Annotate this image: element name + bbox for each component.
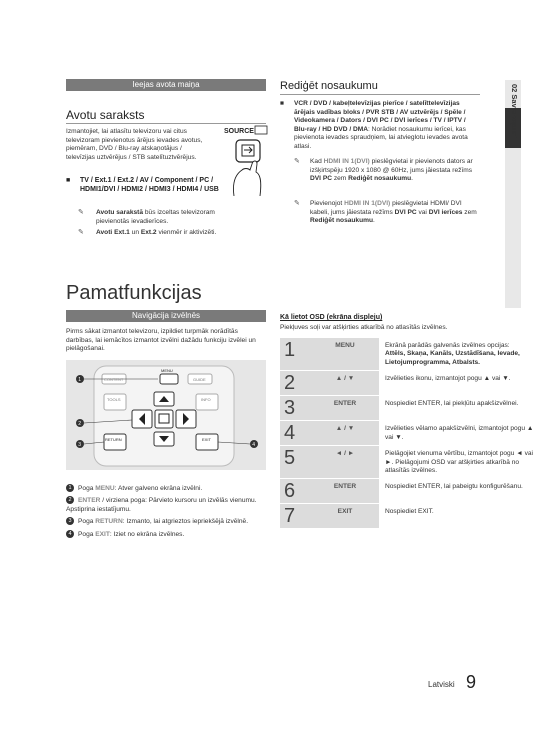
osd-step-key: ENTER — [311, 396, 379, 421]
remote-btn-menu-label: MENU — [161, 368, 173, 373]
osd-row — [280, 421, 535, 446]
source-title: Avotu saraksts — [66, 108, 145, 122]
nav-step: 3 Poga RETURN: Izmanto, lai atgrieztos iepriekšējā izvēlnē. — [66, 517, 266, 526]
osd-title: Kā lietot OSD (ekrāna displeju) — [280, 314, 383, 321]
remote-dpad-enter — [155, 410, 173, 428]
osd-step-key: EXIT — [311, 504, 379, 529]
source-note-1: ✎ Avotu sarakstā būs izceltas televizoram pievienotās ievadierīces. — [78, 209, 215, 225]
pen-icon: ✎ — [294, 200, 300, 207]
osd-step-number: 1 — [280, 338, 311, 371]
remote-btn-menu — [160, 374, 178, 384]
osd-step-desc: Nospiediet ENTER, lai pabeigtu konfigurēšanu. — [379, 479, 535, 504]
osd-row — [280, 371, 535, 396]
remote-btn-guide-label: GUIDE — [193, 377, 206, 382]
nav-steps — [66, 484, 266, 542]
edit-bullet: ■ VCR / DVD / kabeļtelevīzijas pierīce / satelīttelevīzijas ārējais vadības bloks / PVR STB / AV uztvērējs / Spēle / Videokamera / Dators / DVI PC / DVI ierīces / TV / IPTV / Blu-ray / HD DVD / DMA: Norādiet nosaukumu ierīcei, kas pievienota ievades spraudņiem, lai atvieglotu ievades avota atlasi. — [280, 100, 468, 150]
svg-text:1: 1 — [78, 377, 82, 383]
svg-text:2: 2 — [78, 421, 82, 427]
page-number: 9 — [466, 672, 477, 692]
footer-language: Latviski — [428, 680, 455, 689]
osd-row — [280, 338, 535, 371]
edit-title-rule — [280, 94, 480, 95]
osd-step-key: MENU — [311, 338, 379, 371]
edit-title: Rediģēt nosaukumu — [280, 80, 378, 92]
osd-step-desc: Pielāgojiet vienuma vērtību, izmantojot pogu ◄ vai ►. Pielāgojumi OSD var atšķirties atkarībā no atlasītās izvēlnes. — [379, 446, 535, 479]
nav-step: 1 Poga MENU: Atver galveno ekrāna izvēlni. — [66, 484, 266, 493]
edit-note-1: ✎ Kad HDMI IN 1(DVI) pieslēgvietai ir pievienots dators ar izšķirtspēju 1920 x 1080 @ 60Hz, jums jāiestata režīms DVI PC zem Rediģēt nosaukumu. — [294, 158, 473, 183]
svg-text:CONTENT: CONTENT — [104, 377, 124, 382]
source-bullet: ■ TV / Ext.1 / Ext.2 / AV / Component / PC / HDMI1/DVI / HDMI2 / HDMI3 / HDMI4 / USB — [66, 177, 236, 194]
nav-step: 2 ENTER / virziena poga: Pārvieto kursoru un izvēlās vienumu. Apstiprina iestatījumu. — [66, 497, 257, 513]
osd-step-key: ▲ / ▼ — [311, 421, 379, 446]
pen-icon: ✎ — [294, 158, 300, 165]
source-remote-label: SOURCE — [224, 128, 254, 135]
edit-note-2: ✎ Pievienojot HDMI IN 1(DVI) pieslēgvietai HDMI/ DVI kabeli, jums jāiestata režīms DVI PC vai DVI ierīces zem Rediģēt nosaukumu. — [294, 200, 477, 225]
remote-btn-return-label: RETURN — [105, 437, 122, 442]
osd-row — [280, 396, 535, 421]
basic-title: Pamatfunkcijas — [66, 282, 202, 304]
osd-step-key: ◄ / ► — [311, 446, 379, 479]
pen-icon: ✎ — [78, 229, 84, 236]
osd-step-number: 3 — [280, 396, 311, 421]
svg-text:4: 4 — [252, 442, 256, 448]
source-bullet-text: TV / Ext.1 / Ext.2 / AV / Component / PC / HDMI1/DVI / HDMI2 / HDMI3 / HDMI4 / USB — [80, 177, 219, 193]
svg-text:3: 3 — [78, 442, 82, 448]
osd-step-desc: Nospiediet EXIT. — [379, 504, 535, 529]
remote-btn-info-label: INFO — [201, 397, 211, 402]
side-tab-label: 02 Savienojumi — [510, 84, 519, 139]
nav-header-bar: Navigācija izvēlnēs — [66, 310, 266, 322]
osd-step-key: ENTER — [311, 479, 379, 504]
osd-row — [280, 504, 535, 529]
osd-intro: Piekļuves soļi var atšķirties atkarībā no atlasītās izvēlnes. — [280, 324, 448, 331]
remote-btn-exit-label: EXIT — [202, 437, 211, 442]
osd-step-number: 5 — [280, 446, 311, 479]
osd-step-number: 7 — [280, 504, 311, 529]
osd-step-key: ▲ / ▼ — [311, 371, 379, 396]
osd-row — [280, 479, 535, 504]
osd-table — [280, 338, 535, 529]
osd-step-desc: Ekrānā parādās galvenās izvēlnes opcijas: Attēls, Skaņa, Kanāls, Uzstādīšana, Ievade, Lietojumprogramma, Atbalsts. — [379, 338, 535, 371]
osd-step-desc: Izvēlieties vēlamo apakšizvēlni, izmantojot pogu ▲ vai ▼. — [379, 421, 535, 446]
osd-step-desc: Izvēlieties ikonu, izmantojot pogu ▲ vai ▼. — [379, 371, 535, 396]
nav-intro: Pirms sākat izmantot televizoru, izpildiet turpmāk norādītās darbības, lai iemācītos izmantot izvēlni dažādu funkciju izvēlei un pielāgošanai. — [66, 328, 256, 353]
osd-step-number: 4 — [280, 421, 311, 446]
pen-icon: ✎ — [78, 209, 84, 216]
osd-step-number: 6 — [280, 479, 311, 504]
source-header-bar: Ieejas avota maiņa — [66, 79, 266, 91]
osd-step-number: 2 — [280, 371, 311, 396]
source-note-2: ✎ Avoti Ext.1 un Ext.2 vienmēr ir aktivizēti. — [78, 229, 217, 236]
nav-step: 4 Poga EXIT: Iziet no ekrāna izvēlnes. — [66, 530, 266, 539]
source-intro: Izmantojiet, lai atlasītu televizoru vai citus televizoram pievienotus ārējus ievades avotus, piemēram, DVD / Blu-ray atskaņotājus / televīzijas uztvērējus / STB satelītuztvērējus. — [66, 128, 203, 161]
nav-remote-illustration — [66, 360, 266, 470]
osd-row — [280, 446, 535, 479]
osd-step-desc: Nospiediet ENTER, lai piekļūtu apakšizvēlnei. — [379, 396, 535, 421]
remote-btn-tools-label: TOOLS — [107, 397, 121, 402]
